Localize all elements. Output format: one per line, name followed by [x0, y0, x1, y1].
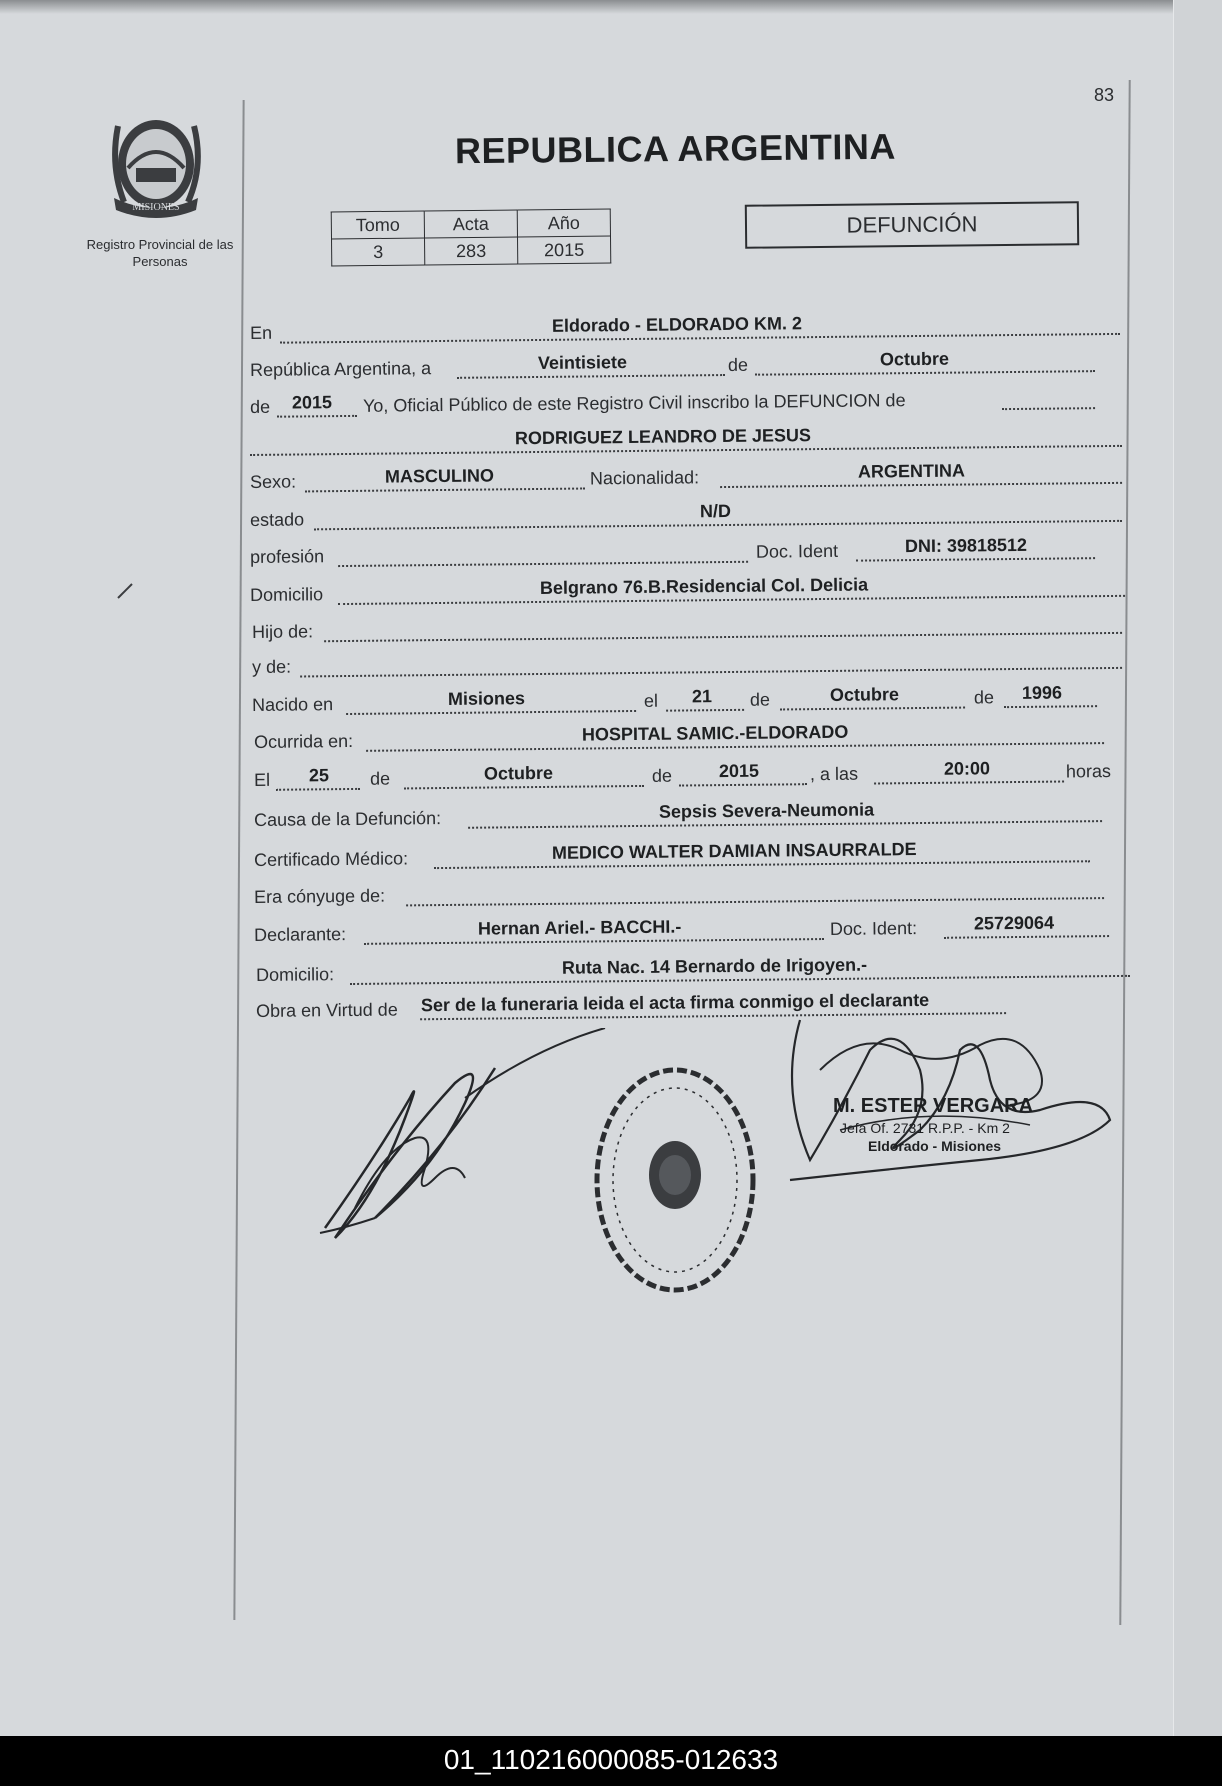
row-lugar — [250, 309, 1120, 346]
value-nacido-en: Misiones — [447, 688, 526, 709]
stamp-official-title: Jefa Of. 2731 R.P.P. - Km 2 — [840, 1120, 1010, 1136]
value-declarante: Hernan Ariel.- BACCHI.- — [477, 916, 682, 939]
field-conyuge-line — [406, 873, 1104, 906]
label-conyuge: Era cónyuge de: — [253, 885, 386, 907]
value-nacido-anio: 1996 — [1021, 682, 1063, 703]
value-causa: Sepsis Severa-Neumonia — [658, 799, 875, 822]
field-profesion-line — [338, 537, 748, 567]
registry-label: Registro Provincial de las Personas — [86, 237, 234, 269]
label-de-5: de — [369, 768, 391, 789]
declarant-signature-icon — [315, 1028, 615, 1248]
label-hijo-de: Hijo de: — [251, 621, 314, 642]
record-value-acta: 283 — [425, 237, 518, 265]
svg-text:MISIONES: MISIONES — [132, 202, 180, 213]
row-declarante — [254, 911, 1109, 948]
value-fallecio-dia: 25 — [308, 765, 330, 786]
value-sexo: MASCULINO — [384, 465, 495, 487]
field-hijo-de-line — [324, 608, 1122, 642]
value-dia-inscripcion: Veintisiete — [537, 352, 628, 373]
record-header-row — [331, 209, 610, 239]
label-de-2: de — [249, 396, 271, 417]
label-nacionalidad: Nacionalidad: — [589, 467, 700, 489]
label-doc-ident-colon: Doc. Ident: — [829, 918, 918, 939]
label-republica: República Argentina, a — [249, 358, 432, 380]
label-a-las: , a las — [809, 763, 859, 785]
record-header-tomo: Tomo — [331, 211, 424, 239]
record-value-tomo: 3 — [332, 238, 425, 266]
stamp-official-place: Eldorado - Misiones — [868, 1138, 1002, 1154]
label-obra-en-virtud: Obra en Virtud de — [255, 999, 398, 1021]
row-hijo-de — [252, 608, 1122, 645]
row-ocurrida-en — [254, 718, 1104, 755]
row-fecha-inscripcion — [250, 346, 1095, 383]
row-profesion — [250, 533, 1095, 570]
label-de-6: de — [651, 765, 673, 786]
paper-edge — [1173, 0, 1222, 1736]
record-header-anio: Año — [517, 209, 610, 237]
value-declarante-domicilio: Ruta Nac. 14 Bernardo de Irigoyen.- — [561, 954, 868, 978]
label-yo-oficial: Yo, Oficial Público de este Registro Civil inscribo la DEFUNCION de — [362, 390, 906, 416]
row-nombre — [250, 421, 1122, 458]
field-yo-line — [1002, 383, 1095, 410]
label-de-4: de — [973, 687, 995, 708]
row-conyuge — [254, 873, 1104, 910]
label-causa: Causa de la Defunción: — [253, 808, 442, 830]
label-domicilio-colon: Domicilio: — [255, 964, 335, 985]
record-value-anio: 2015 — [517, 236, 610, 264]
value-nacido-dia: 21 — [691, 686, 713, 707]
label-nacido-en: Nacido en — [251, 694, 334, 715]
row-nacimiento — [252, 681, 1097, 718]
document-id: 01_110216000085-012633 — [443, 1744, 779, 1775]
label-y-de: y de: — [251, 656, 292, 677]
value-hora: 20:00 — [943, 758, 991, 779]
page-number: 83 — [1094, 85, 1115, 105]
label-profesion: profesión — [249, 546, 325, 567]
value-certificado: MEDICO WALTER DAMIAN INSAURRALDE — [551, 839, 917, 863]
value-nombre: RODRIGUEZ LEANDRO DE JESUS — [514, 425, 812, 449]
label-certificado: Certificado Médico: — [253, 848, 409, 870]
label-en: En — [249, 322, 273, 343]
label-sexo: Sexo: — [249, 471, 297, 492]
row-domicilio — [250, 571, 1125, 608]
value-declarante-doc: 25729064 — [973, 912, 1055, 934]
scan-shadow — [0, 0, 1222, 14]
right-margin-line — [1119, 80, 1130, 1625]
field-y-de-line — [300, 643, 1122, 678]
value-fallecio-mes: Octubre — [483, 762, 554, 784]
label-de-1: de — [727, 354, 749, 375]
value-mes-inscripcion: Octubre — [879, 348, 950, 370]
value-obra-en-virtud: Ser de la funeraria leida el acta firma conmigo el declarante — [420, 989, 930, 1016]
label-el-lower: el — [643, 690, 659, 711]
row-y-de — [252, 643, 1122, 680]
official-seal-icon — [585, 1060, 765, 1300]
row-fallecimiento — [254, 756, 1116, 793]
page-title: REPUBLICA ARGENTINA — [454, 125, 897, 172]
value-lugar: Eldorado - ELDORADO KM. 2 — [551, 313, 803, 336]
provincial-coat-of-arms-icon — [100, 106, 212, 224]
label-estado: estado — [249, 509, 305, 530]
value-domicilio: Belgrano 76.B.Residencial Col. Delicia — [539, 574, 869, 598]
value-estado: N/D — [699, 500, 732, 522]
label-domicilio: Domicilio — [249, 584, 324, 605]
record-value-row — [332, 236, 611, 266]
record-type-box: DEFUNCIÓN — [745, 201, 1079, 248]
record-table — [331, 209, 612, 267]
row-causa — [254, 796, 1102, 833]
pen-mark-icon — [116, 580, 136, 600]
row-sexo — [250, 458, 1122, 495]
label-doc-ident: Doc. Ident — [755, 540, 839, 562]
row-certificado — [254, 836, 1090, 873]
label-declarante: Declarante: — [253, 924, 347, 945]
stamp-official-name: M. ESTER VERGARA — [833, 1095, 1034, 1117]
label-horas: horas — [1065, 761, 1112, 782]
value-nacionalidad: ARGENTINA — [857, 460, 966, 482]
value-anio-inscripcion: 2015 — [291, 392, 333, 413]
label-de-3: de — [749, 689, 771, 710]
label-el-upper: El — [253, 769, 271, 790]
value-ocurrida-en: HOSPITAL SAMIC.-ELDORADO — [581, 721, 849, 745]
value-fallecio-anio: 2015 — [718, 760, 760, 782]
value-dni: DNI: 39818512 — [904, 534, 1028, 557]
label-ocurrida-en: Ocurrida en: — [253, 730, 354, 752]
record-header-acta: Acta — [424, 210, 517, 238]
left-margin-line — [233, 100, 244, 1620]
row-anio-inscripcion — [250, 383, 1095, 420]
row-estado — [250, 496, 1122, 533]
row-declarante-domicilio — [256, 951, 1130, 988]
value-nacido-mes: Octubre — [829, 684, 900, 705]
